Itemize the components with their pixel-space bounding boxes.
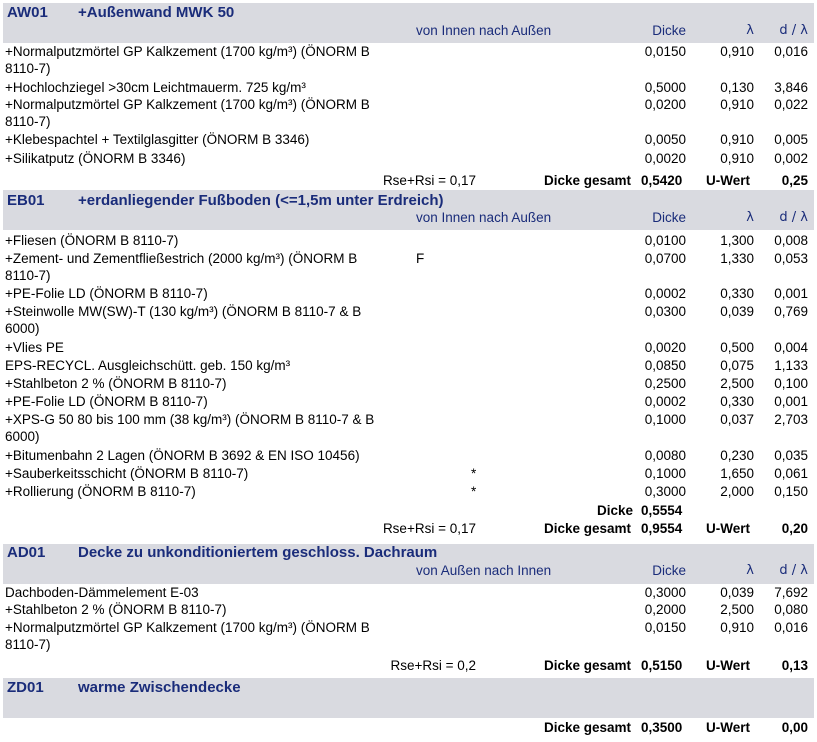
- column-header-dicke: Dicke: [652, 23, 686, 38]
- total-value: 0,9554: [641, 521, 683, 536]
- layer-thickness: 0,0020: [644, 340, 686, 355]
- layer-thickness: 0,0200: [644, 97, 686, 112]
- layer-d-lambda: 0,769: [774, 304, 808, 319]
- section-title: +erdanliegender Fußboden (<=1,5m unter Erdreich): [78, 192, 444, 209]
- layer-thickness: 0,0150: [644, 620, 686, 635]
- layer-d-lambda: 0,016: [774, 44, 808, 59]
- layer-name: +Stahlbeton 2 % (ÖNORM B 8110-7): [5, 376, 227, 391]
- layer-name: +Steinwolle MW(SW)-T (130 kg/m³) (ÖNORM B 8110-7 & B: [5, 304, 362, 319]
- total-value: 0,3500: [641, 720, 683, 735]
- layer-thickness: 0,5000: [644, 80, 686, 95]
- layer-lambda: 0,910: [720, 132, 754, 147]
- u-value: 0,13: [781, 658, 808, 673]
- rse-rsi: Rse+Rsi = 0,2: [390, 658, 476, 673]
- column-header-d-lambda: d / λ: [779, 23, 808, 38]
- total-label: Dicke gesamt: [544, 658, 632, 673]
- total-value: 0,5420: [641, 173, 683, 188]
- column-header-lambda: λ: [746, 563, 754, 578]
- section-code: EB01: [7, 192, 45, 209]
- layer-lambda: 2,500: [720, 602, 754, 617]
- column-header-dicke: Dicke: [652, 210, 686, 225]
- layer-name: +Fliesen (ÖNORM B 8110-7): [5, 233, 179, 248]
- subtotal-label: Dicke: [597, 503, 634, 518]
- u-value-label: U-Wert: [706, 173, 751, 188]
- layer-d-lambda: 0,100: [774, 376, 808, 391]
- u-value: 0,20: [781, 521, 808, 536]
- layer-flag-f: F: [416, 251, 425, 266]
- layer-lambda: 1,650: [720, 466, 754, 481]
- layer-lambda: 0,039: [720, 585, 754, 600]
- column-header-lambda: λ: [746, 210, 754, 225]
- layer-name-cont: 8110-7): [5, 61, 51, 76]
- layer-name-cont: 6000): [5, 321, 40, 336]
- layer-d-lambda: 7,692: [774, 585, 808, 600]
- section-code: ZD01: [7, 679, 44, 696]
- u-value-label: U-Wert: [706, 521, 751, 536]
- layer-name: +Sauberkeitsschicht (ÖNORM B 8110-7): [5, 466, 249, 481]
- layer-thickness: 0,0150: [644, 44, 686, 59]
- total-label: Dicke gesamt: [544, 521, 632, 536]
- u-value-label: U-Wert: [706, 658, 751, 673]
- layer-name: +Normalputzmörtel GP Kalkzement (1700 kg/m³) (ÖNORM B: [5, 620, 370, 635]
- layer-flag-asterisk: *: [471, 484, 477, 499]
- layer-thickness: 0,0300: [644, 304, 686, 319]
- layer-direction: von Innen nach Außen: [416, 210, 552, 225]
- layer-lambda: 1,300: [720, 233, 754, 248]
- layer-d-lambda: 0,008: [774, 233, 808, 248]
- layer-thickness: 0,0850: [644, 358, 686, 373]
- layer-lambda: 2,500: [720, 376, 754, 391]
- layer-direction: von Außen nach Innen: [416, 563, 552, 578]
- layer-name: +Hochlochziegel >30cm Leichtmauerm. 725 kg/m³: [5, 80, 306, 95]
- layer-d-lambda: 0,005: [774, 132, 808, 147]
- section-title: Decke zu unkonditioniertem geschloss. Dachraum: [78, 544, 438, 561]
- layer-d-lambda: 2,703: [774, 412, 808, 427]
- total-label: Dicke gesamt: [544, 173, 632, 188]
- u-value-label: U-Wert: [706, 720, 751, 735]
- layer-name: +Normalputzmörtel GP Kalkzement (1700 kg/m³) (ÖNORM B: [5, 97, 370, 112]
- layer-name: +Vlies PE: [5, 340, 64, 355]
- layer-lambda: 0,130: [720, 80, 754, 95]
- layer-name-cont: 8110-7): [5, 637, 51, 652]
- layer-thickness: 0,0002: [644, 286, 686, 301]
- layer-thickness: 0,0100: [644, 233, 686, 248]
- total-value: 0,5150: [641, 658, 683, 673]
- layer-lambda: 0,230: [720, 448, 754, 463]
- layer-thickness: 0,1000: [644, 466, 686, 481]
- layer-lambda: 0,039: [720, 304, 754, 319]
- layer-thickness: 0,0020: [644, 151, 686, 166]
- layer-direction: von Innen nach Außen: [416, 23, 552, 38]
- layer-thickness: 0,0080: [644, 448, 686, 463]
- layer-lambda: 2,000: [720, 484, 754, 499]
- layer-d-lambda: 0,150: [774, 484, 808, 499]
- rse-rsi: Rse+Rsi = 0,17: [382, 173, 476, 188]
- layer-name: +Rollierung (ÖNORM B 8110-7): [5, 484, 196, 499]
- layer-lambda: 0,910: [720, 151, 754, 166]
- layer-lambda: 0,330: [720, 394, 754, 409]
- layer-name: +Zement- und Zementfließestrich (2000 kg/m³) (ÖNORM B: [5, 251, 358, 266]
- layer-d-lambda: 0,061: [774, 466, 808, 481]
- rse-rsi: Rse+Rsi = 0,17: [382, 521, 476, 536]
- layer-thickness: 0,0002: [644, 394, 686, 409]
- layer-name: +XPS-G 50 80 bis 100 mm (38 kg/m³) (ÖNORM B 8110-7 & B: [5, 412, 375, 427]
- layer-name-cont: 8110-7): [5, 268, 51, 283]
- layer-name: +Silikatputz (ÖNORM B 3346): [5, 151, 186, 166]
- total-label: Dicke gesamt: [544, 720, 632, 735]
- layer-name-cont: 6000): [5, 429, 40, 444]
- layer-thickness: 0,0050: [644, 132, 686, 147]
- layer-name: Dachboden-Dämmelement E-03: [5, 585, 199, 600]
- layer-lambda: 1,330: [720, 251, 754, 266]
- layer-thickness: 0,3000: [644, 585, 686, 600]
- section-code: AW01: [7, 4, 48, 21]
- layer-d-lambda: 0,053: [774, 251, 808, 266]
- layer-d-lambda: 0,016: [774, 620, 808, 635]
- layer-lambda: 0,330: [720, 286, 754, 301]
- u-value: 0,25: [781, 173, 808, 188]
- column-header-lambda: λ: [746, 23, 754, 38]
- layer-d-lambda: 0,035: [774, 448, 808, 463]
- layer-name: +Normalputzmörtel GP Kalkzement (1700 kg/m³) (ÖNORM B: [5, 44, 370, 59]
- layer-lambda: 0,910: [720, 44, 754, 59]
- layer-lambda: 0,037: [720, 412, 754, 427]
- layer-lambda: 0,075: [720, 358, 754, 373]
- layer-d-lambda: 0,022: [774, 97, 808, 112]
- column-header-d-lambda: d / λ: [779, 210, 808, 225]
- layer-d-lambda: 0,001: [774, 394, 808, 409]
- layer-d-lambda: 0,001: [774, 286, 808, 301]
- section-title: +Außenwand MWK 50: [78, 4, 235, 21]
- layer-name: EPS-RECYCL. Ausgleichschütt. geb. 150 kg/m³: [5, 358, 291, 373]
- column-header-dicke: Dicke: [652, 563, 686, 578]
- layer-thickness: 0,0700: [644, 251, 686, 266]
- layer-name: +PE-Folie LD (ÖNORM B 8110-7): [5, 394, 208, 409]
- layer-name: +Bitumenbahn 2 Lagen (ÖNORM B 3692 & EN ISO 10456): [5, 448, 360, 463]
- layer-lambda: 0,910: [720, 620, 754, 635]
- layer-lambda: 0,500: [720, 340, 754, 355]
- layer-d-lambda: 3,846: [774, 80, 808, 95]
- section-code: AD01: [7, 544, 46, 561]
- layer-flag-asterisk: *: [471, 466, 477, 481]
- layer-d-lambda: 1,133: [774, 358, 808, 373]
- subtotal-value: 0,5554: [641, 503, 683, 518]
- layer-thickness: 0,2000: [644, 602, 686, 617]
- layer-d-lambda: 0,004: [774, 340, 808, 355]
- section-title: warme Zwischendecke: [78, 679, 241, 696]
- layer-d-lambda: 0,002: [774, 151, 808, 166]
- layer-d-lambda: 0,080: [774, 602, 808, 617]
- layer-name: +Klebespachtel + Textilglasgitter (ÖNORM B 3346): [5, 132, 310, 147]
- layer-thickness: 0,3000: [644, 484, 686, 499]
- u-value: 0,00: [781, 720, 808, 735]
- layer-name: +PE-Folie LD (ÖNORM B 8110-7): [5, 286, 208, 301]
- column-header-d-lambda: d / λ: [779, 563, 808, 578]
- layer-thickness: 0,2500: [644, 376, 686, 391]
- layer-thickness: 0,1000: [644, 412, 686, 427]
- layer-lambda: 0,910: [720, 97, 754, 112]
- layer-name: +Stahlbeton 2 % (ÖNORM B 8110-7): [5, 602, 227, 617]
- layer-name-cont: 8110-7): [5, 114, 51, 129]
